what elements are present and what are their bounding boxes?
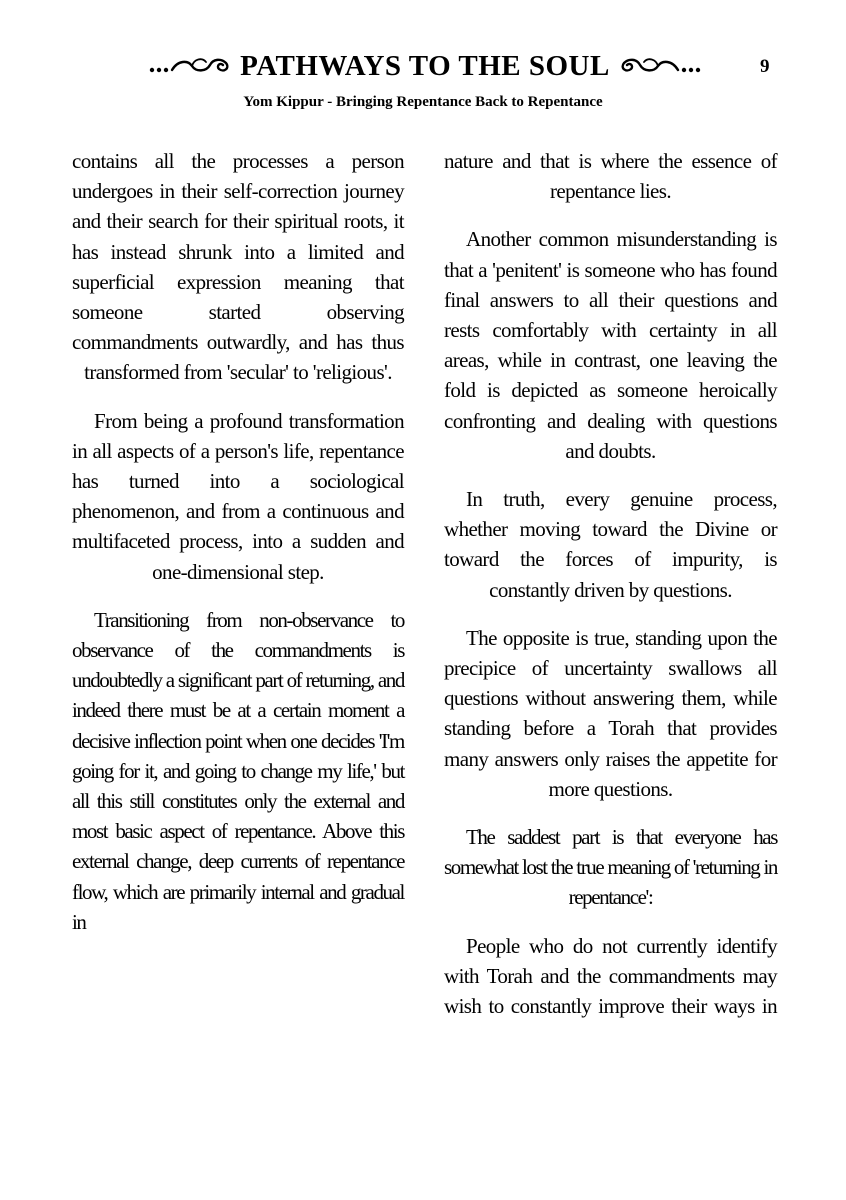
right-column bbox=[444, 146, 777, 1021]
paragraph: The opposite is true, standing upon the precipice of uncertainty swallows all questions without answering them, while standing before a Torah that provides many answers only raises the appetite for more questions. bbox=[444, 625, 777, 801]
paragraph: contains all the processes a person undergoes in their self-correction journey and their search for their spiritual roots, it has instead shrunk into a limited and superficial expression meaning that someone started observing commandments outwardly, and has thus transformed from 'secular' to 'religious'. bbox=[72, 149, 404, 385]
running-title: PATHWAYS TO THE SOUL bbox=[240, 49, 610, 82]
paragraph: From being a profound transformation in all aspects of a person's life, repentance has turned into a sociological phenomenon, and from a continuous and multifaceted process, into a sudden and one-dimensional step. bbox=[72, 408, 404, 584]
left-column bbox=[72, 146, 404, 937]
paragraph: People who do not currently identify with Torah and the commandments may wish to constantly improve their ways in bbox=[444, 933, 777, 1019]
title-row bbox=[130, 46, 720, 86]
paragraph: nature and that is where the essence of repentance lies. bbox=[444, 149, 777, 204]
left-flourish-icon bbox=[148, 54, 236, 78]
page-header bbox=[0, 46, 846, 86]
paragraph: The saddest part is that everyone has somewhat lost the true meaning of 'returning in repentance': bbox=[444, 825, 777, 910]
running-subtitle: Yom Kippur - Bringing Repentance Back to Repentance bbox=[243, 94, 603, 110]
right-flourish-icon bbox=[614, 54, 702, 78]
paragraph: Transitioning from non-observance to observance of the commandments is undoubtedly a significant part of returning, and indeed there must be at a certain moment a decisive inflection point when one decides 'I'm going for it, and going to change my life,' but all this still constitutes only the external and most basic aspect of repentance. Above this external change, deep currents of repentance flow, which are primarily internal and gradual in bbox=[72, 607, 404, 934]
paragraph: In truth, every genuine process, whether moving toward the Divine or toward the forces of impurity, is constantly driven by questions. bbox=[444, 487, 777, 602]
paragraph: Another common misunderstanding is that a 'penitent' is someone who has found final answers to all their questions and rests comfortably with certainty in all areas, while in contrast, one leaving the fold is depicted as someone heroically confronting and dealing with questions and doubts. bbox=[444, 227, 777, 463]
page-number: 9 bbox=[760, 56, 770, 77]
